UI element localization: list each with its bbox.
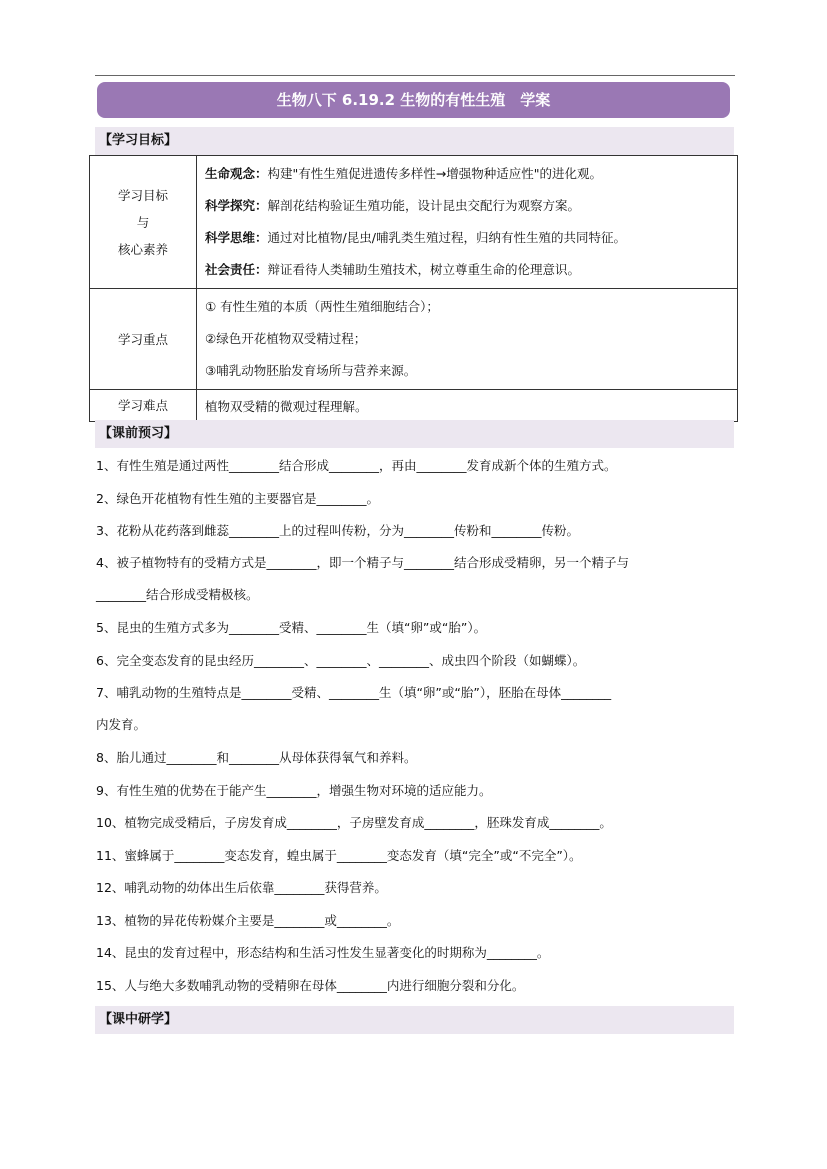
question-line: 4、被子植物特有的受精方式是________，即一个精子与________结合形成受精卵，另一个精子与: [96, 555, 629, 570]
goals-content-cell: [197, 156, 738, 289]
question-line: ________结合形成受精极核。: [96, 587, 259, 602]
question-line: 10、植物完成受精后，子房发育成________，子房壁发育成________，胚珠发育成________。: [96, 815, 612, 830]
goals-label-line: 核心素养: [117, 241, 168, 257]
question-line: 12、哺乳动物的幼体出生后依靠________获得营养。: [96, 880, 387, 895]
question-line: 11、蜜蜂属于________变态发育，蝗虫属于________变态发育（填“完全”或“不完全”）。: [96, 848, 582, 863]
question-line: 9、有性生殖的优势在于能产生________，增强生物对环境的适应能力。: [96, 783, 492, 798]
question-line: 3、花粉从花药落到雌蕊________上的过程叫传粉，分为________传粉和________传粉。: [96, 523, 579, 538]
key-point-item: ① 有性生殖的本质（两性生殖细胞结合）；: [205, 299, 439, 314]
goal-item: 科学思维：通过对比植物/昆虫/哺乳类生殖过程，归纳有性生殖的共同特征。: [205, 230, 626, 245]
difficulty-text: 植物双受精的微观过程理解。: [197, 390, 738, 422]
question-line: 14、昆虫的发育过程中，形态结构和生活习性发生显著变化的时期称为________。: [96, 945, 550, 960]
goal-item: 社会责任：辩证看待人类辅助生殖技术，树立尊重生命的伦理意识。: [205, 262, 581, 277]
question-line: 15、人与绝大多数哺乳动物的受精卵在母体________内进行细胞分裂和分化。: [96, 978, 525, 993]
goal-item: 科学探究：解剖花结构验证生殖功能，设计昆虫交配行为观察方案。: [205, 198, 581, 213]
question-line: 8、胎儿通过________和________从母体获得氧气和养料。: [96, 750, 417, 765]
question-line: 2、绿色开花植物有性生殖的主要器官是________。: [96, 491, 379, 506]
section-study-header: 【课中研学】: [95, 1006, 734, 1034]
goals-table: [89, 155, 738, 422]
key-points-cell: [197, 289, 738, 390]
goals-label-line: 学习目标: [117, 187, 168, 203]
key-points-row: [90, 289, 738, 390]
key-point-item: ③哺乳动物胚胎发育场所与营养来源。: [205, 363, 417, 378]
question-line: 6、完全变态发育的昆虫经历________、________、________、成虫四个阶段（如蝴蝶）。: [96, 653, 586, 668]
section-preview-header: 【课前预习】: [95, 420, 734, 448]
page-title: 生物八下 6.19.2 生物的有性生殖 学案: [97, 82, 730, 118]
question-line: 内发育。: [96, 717, 147, 732]
header-rule: [95, 75, 735, 76]
goal-item: 生命观念：构建"有性生殖促进遗传多样性→增强物种适应性"的进化观。: [205, 166, 602, 181]
difficulty-row: [90, 390, 738, 422]
difficulty-label: 学习难点: [90, 390, 197, 422]
question-line: 1、有性生殖是通过两性________结合形成________，再由________发育成新个体的生殖方式。: [96, 458, 617, 473]
section-goals-header: 【学习目标】: [95, 127, 734, 155]
question-line: 5、昆虫的生殖方式多为________受精、________生（填“卵”或“胎”）。: [96, 620, 487, 635]
question-line: 7、哺乳动物的生殖特点是________受精、________生（填“卵”或“胎”），胚胎在母体________: [96, 685, 612, 700]
key-points-label: 学习重点: [90, 289, 197, 390]
goals-row: [90, 156, 738, 289]
question-line: 13、植物的异花传粉媒介主要是________或________。: [96, 913, 400, 928]
key-point-item: ②绿色开花植物双受精过程；: [205, 331, 367, 346]
goals-label-line: 与: [136, 214, 150, 230]
goals-label-cell: [90, 156, 197, 289]
